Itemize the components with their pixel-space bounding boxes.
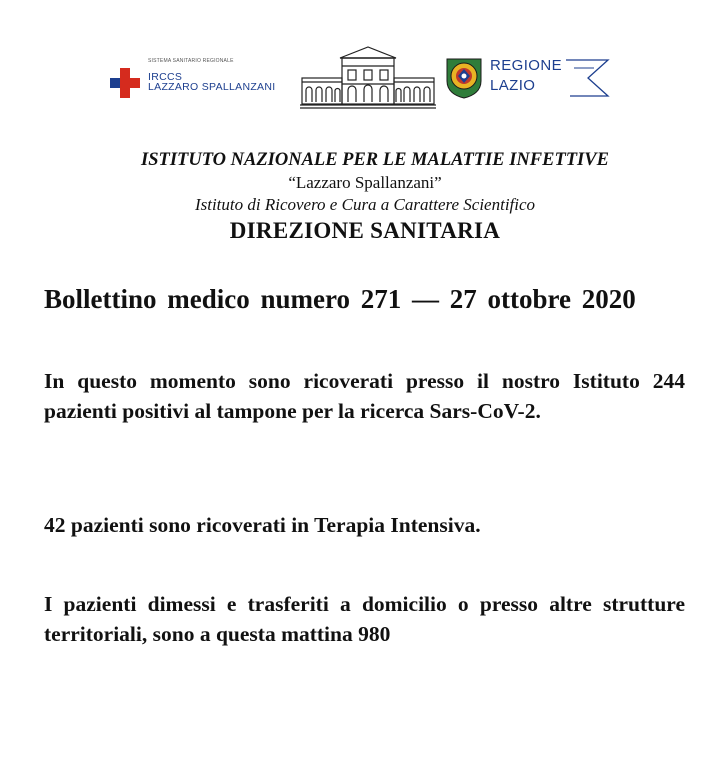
- bulletin-paragraph: I pazienti dimessi e trasferiti a domicilio o presso altre strutture territoriali, sono a questa mattina 980: [44, 592, 685, 646]
- institute-description: Istituto di Ricovero e Cura a Carattere Scientifico: [194, 195, 536, 214]
- logo-bar: [0, 40, 720, 115]
- spallanzani-network-text: SISTEMA SANITARIO REGIONALE: [148, 58, 234, 64]
- spallanzani-irccs-text: IRCCS: [148, 71, 183, 83]
- institute-subtitle: “Lazzaro Spallanzani”: [288, 173, 442, 192]
- spallanzani-logo: [110, 56, 290, 96]
- institute-building-illustration: [300, 44, 436, 112]
- medical-cross-icon: [110, 68, 140, 98]
- institute-name: ISTITUTO NAZIONALE PER LE MALATTIE INFETTIVE: [141, 150, 609, 170]
- lazio-chevron-icon: [564, 56, 610, 100]
- regione-text: REGIONE: [490, 57, 562, 74]
- bulletin-paragraph: 42 pazienti sono ricoverati in Terapia Intensiva.: [44, 513, 481, 537]
- lazio-text: LAZIO: [490, 77, 536, 94]
- regione-lazio-emblem-icon: [443, 55, 485, 99]
- document-header: [0, 148, 720, 246]
- spallanzani-name-text: LAZZARO SPALLANZANI: [148, 81, 276, 93]
- department-title: DIREZIONE SANITARIA: [229, 218, 501, 243]
- regione-lazio-wordmark: [490, 56, 610, 100]
- bulletin-paragraph: In questo momento sono ricoverati presso il nostro Istituto 244 pazienti positivi al tampone per la ricerca Sars-CoV-2.: [44, 369, 685, 423]
- bulletin-title: Bollettino medico numero 271 — 27 ottobre 2020: [44, 284, 636, 314]
